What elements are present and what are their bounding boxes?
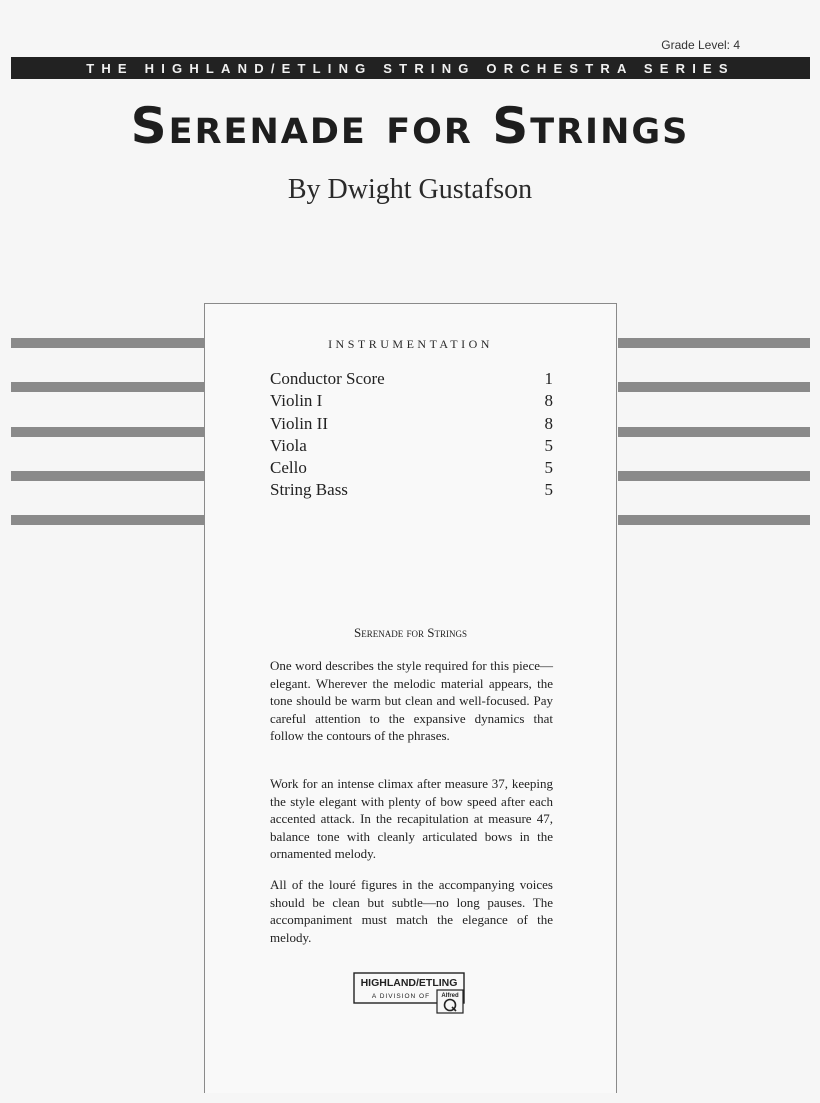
staff-line-left-1 — [11, 338, 205, 348]
series-banner: THE HIGHLAND/ETLING STRING ORCHESTRA SERIES — [11, 57, 810, 79]
instrumentation-row — [270, 435, 553, 457]
instrumentation-row — [270, 457, 553, 479]
staff-line-left-5 — [11, 515, 205, 525]
logo-brand: Alfred — [441, 993, 459, 999]
logo-line2: A DIVISION OF — [371, 993, 431, 1000]
instrument-name: Violin II — [270, 413, 328, 433]
staff-line-right-3 — [618, 427, 810, 437]
instrument-count: 8 — [544, 413, 553, 433]
instrumentation-list — [270, 368, 553, 502]
instrumentation-row — [270, 390, 553, 412]
staff-line-left-4 — [11, 471, 205, 481]
instrumentation-row — [270, 368, 553, 390]
staff-line-right-5 — [618, 515, 810, 525]
staff-line-right-1 — [618, 338, 810, 348]
instrument-name: Violin I — [270, 391, 323, 411]
instrument-name: Conductor Score — [270, 369, 385, 388]
staff-line-right-4 — [618, 471, 810, 481]
instrumentation-row — [270, 413, 553, 435]
staff-line-left-2 — [11, 382, 205, 392]
instrument-name: String Bass — [270, 480, 348, 500]
instrumentation-row — [270, 479, 553, 501]
notes-paragraph-3: All of the louré figures in the accompanying voices should be clean but subtle—no long pauses. The accompaniment must match the elegance of the melody. — [270, 877, 553, 945]
instrument-name: Viola — [270, 435, 307, 455]
staff-line-right-2 — [618, 382, 810, 392]
notes-paragraph-2: Work for an intense climax after measure 37, keeping the style elegant with plenty of bow speed after each accented attack. In the recapitulation at measure 47, balance tone with cleanly articulated bows in the ornamented melody. — [270, 776, 553, 861]
grade-level: Grade Level: 4 — [661, 38, 740, 52]
instrumentation-heading: INSTRUMENTATION — [328, 337, 493, 351]
page-title: Serenade for Strings — [130, 97, 690, 155]
staff-line-left-3 — [11, 427, 205, 437]
instrument-count: 8 — [544, 391, 553, 411]
notes-paragraph-1: One word describes the style required for this piece—elegant. Wherever the melodic material appears, the tone should be warm but clean and well-focused. Pay careful attention to the expansive dynamics that follow the contours of the phrases. — [270, 658, 553, 743]
instrument-count: 5 — [544, 435, 553, 455]
instrument-name: Cello — [270, 458, 307, 478]
logo-line1: HIGHLAND/ETLING — [360, 977, 458, 989]
instrument-count: 5 — [544, 458, 553, 478]
instrument-count: 5 — [544, 480, 553, 500]
notes-heading: Serenade for Strings — [354, 625, 467, 640]
composer-byline: By Dwight Gustafson — [287, 174, 533, 205]
publisher-logo — [353, 972, 465, 1014]
instrument-count: 1 — [544, 369, 553, 388]
